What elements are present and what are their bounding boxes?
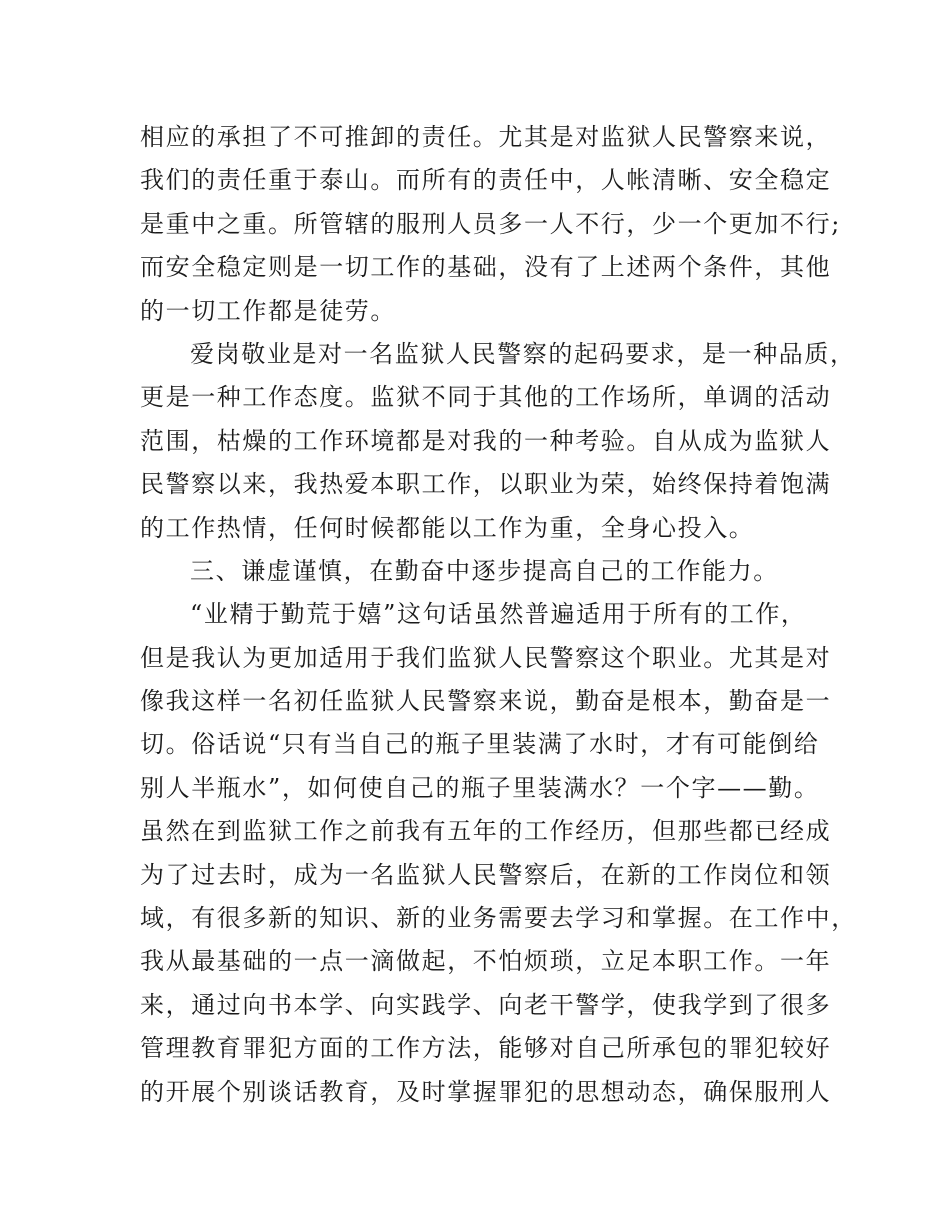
text-line: 的开展个别谈话教育，及时掌握罪犯的思想动态，确保服刑人 [140, 1077, 832, 1106]
text-line: 的一切工作都是徒劳。 [140, 296, 396, 325]
text-line: 切。俗话说“只有当自己的瓶子里装满了水时，才有可能倒给 [140, 730, 820, 759]
text-line: 相应的承担了不可推卸的责任。尤其是对监狱人民警察来说， [140, 123, 832, 151]
paragraph-start-line: 爱岗敬业是对一名监狱人民警察的起码要求，是一种品质， [190, 339, 856, 368]
text-line: 范围，枯燥的工作环境都是对我的一种考验。自从成为监狱人 [140, 426, 832, 455]
text-line: 管理教育罪犯方面的工作方法，能够对自己所承包的罪犯较好 [140, 1034, 832, 1063]
text-line: 但是我认为更加适用于我们监狱人民警察这个职业。尤其是对 [140, 643, 832, 672]
text-line: 而安全稳定则是一切工作的基础，没有了上述两个条件，其他 [140, 253, 832, 282]
text-line: 的工作热情，任何时候都能以工作为重，全身心投入。 [140, 513, 755, 542]
section-heading: 三、谦虚谨慎，在勤奋中逐步提高自己的工作能力。 [190, 556, 779, 585]
text-line: 更是一种工作态度。监狱不同于其他的工作场所，单调的活动 [140, 383, 832, 412]
text-line: 我从最基础的一点一滴做起，不怕烦琐，立足本职工作。一年 [140, 947, 832, 976]
text-line: 虽然在到监狱工作之前我有五年的工作经历，但那些都已经成 [140, 817, 832, 846]
text-line: 是重中之重。所管辖的服刑人员多一人不行，少一个更加不行; [140, 209, 841, 238]
text-line: 别人半瓶水”，如何使自己的瓶子里装满水？一个字——勤。 [140, 773, 820, 802]
text-line: 我们的责任重于泰山。而所有的责任中，人帐清晰、安全稳定 [140, 166, 832, 195]
body-text [140, 116, 857, 1114]
text-line: 民警察以来，我热爱本职工作，以职业为荣，始终保持着饱满 [140, 470, 832, 499]
text-line: 域，有很多新的知识、新的业务需要去学习和掌握。在工作中， [140, 904, 857, 933]
text-line: 像我这样一名初任监狱人民警察来说，勤奋是根本，勤奋是一 [140, 687, 832, 716]
paragraph-start-line: “业精于勤荒于嬉”这句话虽然普遍适用于所有的工作， [190, 600, 807, 629]
text-line: 为了过去时，成为一名监狱人民警察后，在新的工作岗位和领 [140, 860, 832, 889]
text-line: 来，通过向书本学、向实践学、向老干警学，使我学到了很多 [140, 990, 832, 1019]
